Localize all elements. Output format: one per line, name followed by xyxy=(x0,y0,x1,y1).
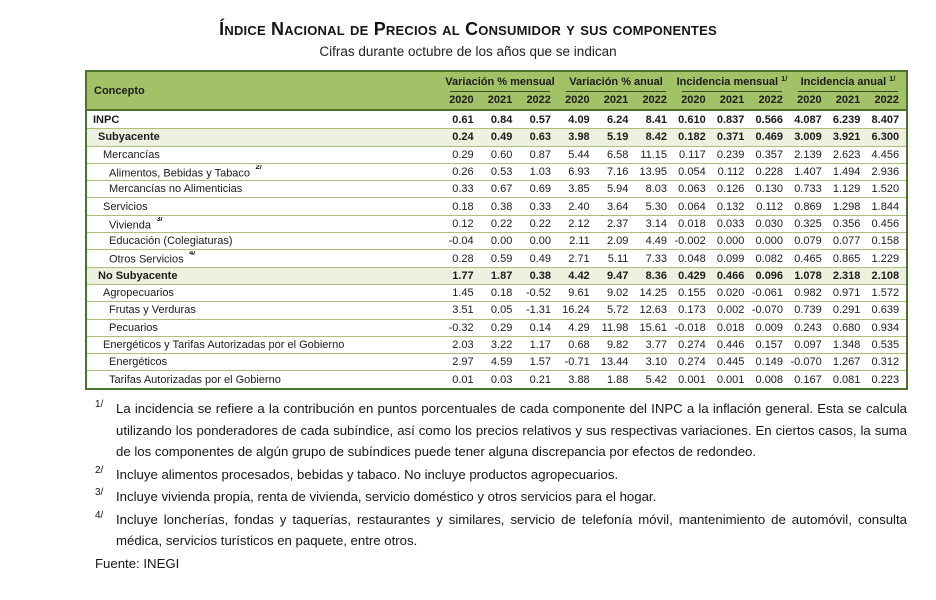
value-cell: 5.72 xyxy=(606,304,629,317)
value-cell: 1.494 xyxy=(832,166,861,179)
value-cell: 0.371 xyxy=(716,131,745,144)
value-cell: 0.096 xyxy=(755,269,784,282)
group-header xyxy=(790,72,906,91)
value-cell: 0.077 xyxy=(832,235,861,248)
value-cell: 7.16 xyxy=(606,166,629,179)
value-cell: 0.12 xyxy=(452,217,474,230)
value-cell: 1.77 xyxy=(452,269,474,282)
value-cell: -0.71 xyxy=(564,356,590,369)
row-label-text: INPC xyxy=(93,113,120,126)
value-cell: 0.22 xyxy=(490,217,513,230)
value-cell: 0.054 xyxy=(678,166,706,179)
value-cell: 0.53 xyxy=(490,166,513,179)
table-row xyxy=(87,249,906,266)
row-label-text: No Subyacente xyxy=(98,269,178,282)
value-cell: 6.300 xyxy=(871,131,900,144)
group-header xyxy=(674,72,790,91)
value-cell: 0.21 xyxy=(529,373,552,386)
value-cell: 0.84 xyxy=(490,113,513,126)
value-cell: 0.081 xyxy=(832,373,861,386)
value-cell: 1.520 xyxy=(871,183,900,196)
value-cell: 0.00 xyxy=(529,235,552,248)
table-row xyxy=(87,146,906,163)
value-cell: 4.29 xyxy=(568,321,590,334)
value-cell: 6.93 xyxy=(568,166,590,179)
value-cell: 4.59 xyxy=(490,356,513,369)
value-cell: 1.03 xyxy=(529,166,552,179)
value-cell: 2.37 xyxy=(606,217,629,230)
value-cell: 0.639 xyxy=(871,304,900,317)
group-header xyxy=(442,72,558,91)
value-cell: 8.42 xyxy=(645,131,668,144)
row-label xyxy=(87,251,442,266)
row-label-text: Energéticos y Tarifas Autorizadas por el Gobierno xyxy=(103,339,345,351)
row-label xyxy=(87,356,442,368)
value-cell: -0.070 xyxy=(751,304,784,317)
value-cell: 1.407 xyxy=(794,166,822,179)
value-cell: 0.158 xyxy=(871,235,900,248)
value-cell: 0.865 xyxy=(832,252,861,265)
value-cell: 0.22 xyxy=(529,217,552,230)
column-group xyxy=(674,72,790,109)
value-cell: 3.14 xyxy=(645,217,668,230)
value-cell: 3.85 xyxy=(568,183,590,196)
value-cell: 0.063 xyxy=(678,183,706,196)
year-header: 2021 xyxy=(835,94,861,106)
footnote xyxy=(95,509,907,552)
value-cell: 0.082 xyxy=(755,252,784,265)
table-row xyxy=(87,163,906,180)
value-cell: 2.71 xyxy=(568,252,590,265)
value-cell: 0.837 xyxy=(716,113,745,126)
value-cell: 0.982 xyxy=(794,287,822,300)
table-row xyxy=(87,180,906,197)
group-header-label: Incidencia anual xyxy=(800,75,887,88)
value-cell: -0.002 xyxy=(674,235,706,248)
table-row xyxy=(87,301,906,318)
value-cell: 3.51 xyxy=(452,304,474,317)
value-cell: 0.18 xyxy=(490,287,513,300)
value-cell: 0.157 xyxy=(755,339,784,351)
value-cell: 0.38 xyxy=(529,269,552,282)
value-cell: 1.17 xyxy=(529,339,552,351)
value-cell: 1.87 xyxy=(490,269,513,282)
value-cell: 0.971 xyxy=(832,287,861,300)
row-label-text: Frutas y Verduras xyxy=(109,304,196,317)
value-cell: 0.008 xyxy=(755,373,784,386)
value-cell: 8.03 xyxy=(645,183,668,196)
row-label-text: Educación (Colegiaturas) xyxy=(109,235,233,248)
value-cell: 0.097 xyxy=(794,339,822,351)
value-cell: 3.10 xyxy=(645,356,668,369)
group-header-label: Incidencia mensual xyxy=(676,75,779,88)
value-cell: 0.312 xyxy=(871,356,900,369)
value-cell: 5.42 xyxy=(645,373,668,386)
value-cell: 4.09 xyxy=(568,113,590,126)
value-cell: 0.291 xyxy=(832,304,861,317)
value-cell: 0.001 xyxy=(716,373,745,386)
value-cell: 3.77 xyxy=(645,339,668,351)
value-cell: 3.22 xyxy=(490,339,513,351)
footnote xyxy=(95,486,907,508)
value-cell: 0.223 xyxy=(871,373,900,386)
row-label-text: Pecuarios xyxy=(109,321,158,334)
value-cell: 2.936 xyxy=(871,166,900,179)
row-label xyxy=(87,131,442,143)
value-cell: 2.09 xyxy=(606,235,629,248)
value-cell: 1.572 xyxy=(871,287,900,300)
row-label xyxy=(87,322,442,334)
year-header-row xyxy=(442,92,558,109)
year-header: 2021 xyxy=(719,94,745,106)
value-cell: -0.32 xyxy=(448,321,474,334)
table-row xyxy=(87,197,906,214)
footnote-marker: 2/ xyxy=(95,464,104,476)
value-cell: 0.68 xyxy=(568,339,590,351)
row-label xyxy=(87,304,442,316)
footnote-text: La incidencia se refiere a la contribución en puntos porcentuales de cada componente del INPC a la inflación general. Esta se calcula utilizando los ponderadores de cada subíndice, así como los precios relativos y sus respectivas variaciones. En ciertos casos, la suma de los componentes de algún grupo de subíndices puede tener alguna discrepancia por efectos de redondeo. xyxy=(116,401,907,459)
value-cell: 9.61 xyxy=(568,287,590,300)
footnote-marker: 3/ xyxy=(95,487,104,498)
value-cell: 5.30 xyxy=(645,200,668,213)
footnote-marker: 1/ xyxy=(95,399,104,410)
footnote-ref: 3/ xyxy=(156,216,163,223)
row-label xyxy=(87,374,442,386)
value-cell: 0.466 xyxy=(716,269,745,282)
row-label-text: Agropecuarios xyxy=(103,287,174,300)
value-cell: 1.45 xyxy=(452,287,474,300)
value-cell: 16.24 xyxy=(562,304,590,317)
value-cell: 0.030 xyxy=(755,217,784,230)
row-label xyxy=(87,149,442,161)
value-cell: 0.064 xyxy=(678,200,706,213)
concepto-column-header: Concepto xyxy=(94,84,145,97)
value-cell: 0.465 xyxy=(794,252,822,265)
value-cell: 0.018 xyxy=(678,217,706,230)
footnote-text: Incluye loncherías, fondas y taquerías, restaurantes y similares, servicio de telefonía móvil, mantenimiento de automóvil, consulta médica, servicios turísticos en paquete, entre otros. xyxy=(116,511,907,548)
value-cell: 0.566 xyxy=(755,113,784,126)
value-cell: 0.29 xyxy=(490,321,513,334)
value-cell: 1.129 xyxy=(832,183,861,196)
value-cell: 1.267 xyxy=(832,356,861,369)
value-cell: 0.18 xyxy=(452,200,474,213)
value-cell: 2.108 xyxy=(871,269,900,282)
value-cell: -0.070 xyxy=(790,356,822,369)
value-cell: -0.04 xyxy=(448,235,474,248)
year-header: 2022 xyxy=(874,94,899,106)
value-cell: 0.680 xyxy=(832,321,861,334)
value-cell: 7.33 xyxy=(645,252,668,265)
value-cell: 13.95 xyxy=(639,166,668,179)
value-cell: 2.623 xyxy=(832,148,861,161)
column-group xyxy=(442,72,558,109)
value-cell: 8.41 xyxy=(645,113,668,126)
value-cell: 0.57 xyxy=(529,113,552,126)
row-label xyxy=(87,270,442,282)
value-cell: 0.05 xyxy=(490,304,513,317)
footnote-ref: 2/ xyxy=(255,164,262,171)
value-cell: 0.149 xyxy=(755,356,784,369)
value-cell: 6.58 xyxy=(606,148,629,161)
value-cell: 0.228 xyxy=(755,166,784,179)
value-cell: 0.03 xyxy=(490,373,513,386)
value-cell: 0.239 xyxy=(716,148,745,161)
row-label xyxy=(87,339,442,351)
table-row xyxy=(87,267,906,284)
value-cell: 0.49 xyxy=(490,131,513,144)
value-cell: 0.126 xyxy=(716,183,745,196)
value-cell: 0.325 xyxy=(794,217,822,230)
row-label-text: Tarifas Autorizadas por el Gobierno xyxy=(109,373,281,386)
year-header-row xyxy=(790,92,906,109)
value-cell: 0.00 xyxy=(490,235,513,248)
value-cell: 6.239 xyxy=(832,113,861,126)
row-label-text: Subyacente xyxy=(98,131,160,144)
value-cell: 0.14 xyxy=(529,321,552,334)
footnote-text: Incluye alimentos procesados, bebidas y tabaco. No incluye productos agropecuarios. xyxy=(116,466,619,482)
value-cell: 0.610 xyxy=(678,113,706,126)
value-cell: 15.61 xyxy=(639,321,668,334)
value-cell: 0.117 xyxy=(678,148,706,161)
year-header-row xyxy=(558,92,674,109)
page-subtitle: Cifras durante octubre de los años que se indican xyxy=(319,44,617,59)
footnote-text: Incluye vivienda propia, renta de vivienda, servicio doméstico y otros servicios para el hogar. xyxy=(116,489,657,504)
value-cell: 5.44 xyxy=(568,148,590,161)
value-cell: 0.000 xyxy=(755,235,784,248)
value-cell: 0.274 xyxy=(678,339,706,351)
value-cell: 8.36 xyxy=(645,269,668,282)
value-cell: 8.407 xyxy=(871,113,900,126)
value-cell: 0.130 xyxy=(755,183,784,196)
value-cell: 0.63 xyxy=(529,131,552,144)
footnote-marker: 4/ xyxy=(95,509,104,521)
footnote-ref: 1/ xyxy=(889,74,896,83)
year-header: 2020 xyxy=(565,94,590,106)
source-note: Fuente: INEGI xyxy=(95,555,180,571)
value-cell: 1.078 xyxy=(794,269,822,282)
value-cell: 3.98 xyxy=(568,131,590,144)
value-cell: 0.535 xyxy=(871,339,900,351)
table-row xyxy=(87,284,906,301)
year-header: 2020 xyxy=(449,94,474,106)
value-cell: 0.020 xyxy=(716,287,745,300)
value-cell: 1.57 xyxy=(529,356,552,369)
value-cell: 9.47 xyxy=(606,269,629,282)
row-label xyxy=(87,235,442,247)
table-row xyxy=(87,370,906,387)
footnote-ref: 4/ xyxy=(189,251,196,258)
value-cell: 2.318 xyxy=(832,269,861,282)
value-cell: 2.12 xyxy=(568,217,590,230)
year-header: 2022 xyxy=(642,94,667,106)
group-header xyxy=(558,72,674,91)
value-cell: 0.112 xyxy=(717,166,745,179)
table-row xyxy=(87,353,906,370)
value-cell: 0.009 xyxy=(755,321,784,334)
row-label xyxy=(87,183,442,195)
value-cell: 0.173 xyxy=(678,304,706,317)
value-cell: 0.24 xyxy=(452,131,474,144)
value-cell: 0.59 xyxy=(490,252,513,265)
value-cell: 0.000 xyxy=(716,235,745,248)
row-label-text: Mercancías xyxy=(103,148,160,161)
value-cell: 0.356 xyxy=(832,217,861,230)
value-cell: 0.429 xyxy=(678,269,706,282)
value-cell: 1.88 xyxy=(606,373,629,386)
value-cell: 4.456 xyxy=(871,148,900,161)
year-header: 2020 xyxy=(681,94,706,106)
value-cell: 0.869 xyxy=(794,200,822,213)
value-cell: 0.167 xyxy=(794,373,822,386)
year-header: 2020 xyxy=(797,94,822,106)
value-cell: 0.67 xyxy=(490,183,513,196)
table-row xyxy=(87,336,906,353)
value-cell: 5.19 xyxy=(606,131,629,144)
value-cell: 3.64 xyxy=(606,200,629,213)
value-cell: 4.49 xyxy=(645,235,668,248)
value-cell: 5.94 xyxy=(606,183,629,196)
value-cell: -0.061 xyxy=(751,287,784,300)
year-header-row xyxy=(674,92,790,109)
value-cell: 0.445 xyxy=(716,356,745,369)
value-cell: 3.009 xyxy=(794,131,822,144)
value-cell: 0.38 xyxy=(490,200,513,213)
value-cell: 0.099 xyxy=(716,252,745,265)
footnote-ref: 1/ xyxy=(781,74,788,83)
value-cell: 0.243 xyxy=(794,321,822,334)
value-cell: 0.018 xyxy=(716,321,745,334)
value-cell: 0.469 xyxy=(755,131,784,144)
table-row xyxy=(87,111,906,128)
value-cell: 0.033 xyxy=(716,217,745,230)
table-row xyxy=(87,319,906,336)
value-cell: 0.69 xyxy=(529,183,552,196)
value-cell: 3.921 xyxy=(832,131,861,144)
value-cell: 4.42 xyxy=(568,269,590,282)
row-label xyxy=(87,114,442,126)
value-cell: 0.87 xyxy=(529,148,552,161)
value-cell: 0.33 xyxy=(529,200,552,213)
value-cell: 1.298 xyxy=(832,200,861,213)
value-cell: 9.82 xyxy=(606,339,629,351)
value-cell: 2.97 xyxy=(452,356,474,369)
page-title: Índice Nacional de Precios al Consumidor y sus componentes xyxy=(219,19,717,39)
value-cell: 12.63 xyxy=(639,304,668,317)
row-label-text: Energéticos xyxy=(109,356,168,369)
value-cell: 0.733 xyxy=(794,183,822,196)
value-cell: 0.274 xyxy=(678,356,706,369)
value-cell: 1.348 xyxy=(832,339,861,351)
footnote xyxy=(95,464,907,486)
value-cell: 0.002 xyxy=(716,304,745,317)
value-cell: 0.26 xyxy=(452,166,474,179)
value-cell: 2.11 xyxy=(569,235,590,248)
table-body xyxy=(87,111,906,388)
value-cell: 0.079 xyxy=(794,235,822,248)
value-cell: 0.155 xyxy=(678,287,706,300)
value-cell: 11.98 xyxy=(601,321,629,334)
value-cell: 1.844 xyxy=(871,200,900,213)
value-cell: 0.001 xyxy=(678,373,706,386)
year-header: 2022 xyxy=(758,94,783,106)
value-cell: 9.02 xyxy=(606,287,629,300)
row-label-text: Mercancías no Alimenticias xyxy=(109,183,243,196)
row-label xyxy=(87,201,442,213)
value-cell: 0.33 xyxy=(452,183,474,196)
group-header-label: Variación % mensual xyxy=(445,75,555,88)
value-cell: 0.182 xyxy=(678,131,706,144)
value-cell: 13.44 xyxy=(600,356,629,369)
value-cell: 3.88 xyxy=(568,373,590,386)
value-cell: 4.087 xyxy=(794,113,822,126)
table-row xyxy=(87,128,906,145)
value-cell: 0.112 xyxy=(756,200,784,213)
column-groups xyxy=(442,72,906,109)
value-cell: 0.29 xyxy=(452,148,474,161)
value-cell: 0.61 xyxy=(452,113,474,126)
year-header: 2022 xyxy=(526,94,551,106)
value-cell: 0.048 xyxy=(678,252,706,265)
value-cell: -1.31 xyxy=(525,304,552,317)
row-label xyxy=(87,287,442,299)
value-cell: 1.229 xyxy=(871,252,900,265)
value-cell: 6.24 xyxy=(606,113,629,126)
value-cell: 0.456 xyxy=(871,217,900,230)
value-cell: 0.01 xyxy=(452,373,474,386)
row-label-text: Servicios xyxy=(103,200,148,213)
value-cell: 0.28 xyxy=(452,252,474,265)
footnotes xyxy=(95,398,907,574)
row-label xyxy=(87,165,442,180)
value-cell: 0.357 xyxy=(755,148,784,161)
value-cell: 2.139 xyxy=(794,148,822,161)
column-group xyxy=(558,72,674,109)
value-cell: 0.934 xyxy=(871,321,900,334)
value-cell: 0.60 xyxy=(490,148,513,161)
value-cell: 0.49 xyxy=(529,252,552,265)
value-cell: -0.018 xyxy=(674,321,706,334)
table-row xyxy=(87,232,906,249)
table-header xyxy=(87,72,906,111)
row-label-text: Vivienda xyxy=(109,219,151,232)
footnote xyxy=(95,398,907,463)
value-cell: 11.15 xyxy=(640,148,668,161)
value-cell: -0.52 xyxy=(525,287,552,300)
year-header: 2021 xyxy=(603,94,629,106)
row-label-text: Otros Servicios xyxy=(109,253,184,266)
group-header-label: Variación % anual xyxy=(569,75,663,88)
column-group xyxy=(790,72,906,109)
year-header: 2021 xyxy=(487,94,513,106)
value-cell: 14.25 xyxy=(639,287,668,300)
row-label xyxy=(87,217,442,232)
value-cell: 5.11 xyxy=(607,252,629,265)
value-cell: 2.40 xyxy=(568,200,590,213)
row-label-text: Alimentos, Bebidas y Tabaco xyxy=(109,167,251,180)
inpc-components-table xyxy=(85,70,908,390)
value-cell: 0.739 xyxy=(794,304,822,317)
value-cell: 0.446 xyxy=(716,339,745,351)
value-cell: 0.132 xyxy=(716,200,745,213)
table-row xyxy=(87,215,906,232)
value-cell: 2.03 xyxy=(452,339,474,351)
